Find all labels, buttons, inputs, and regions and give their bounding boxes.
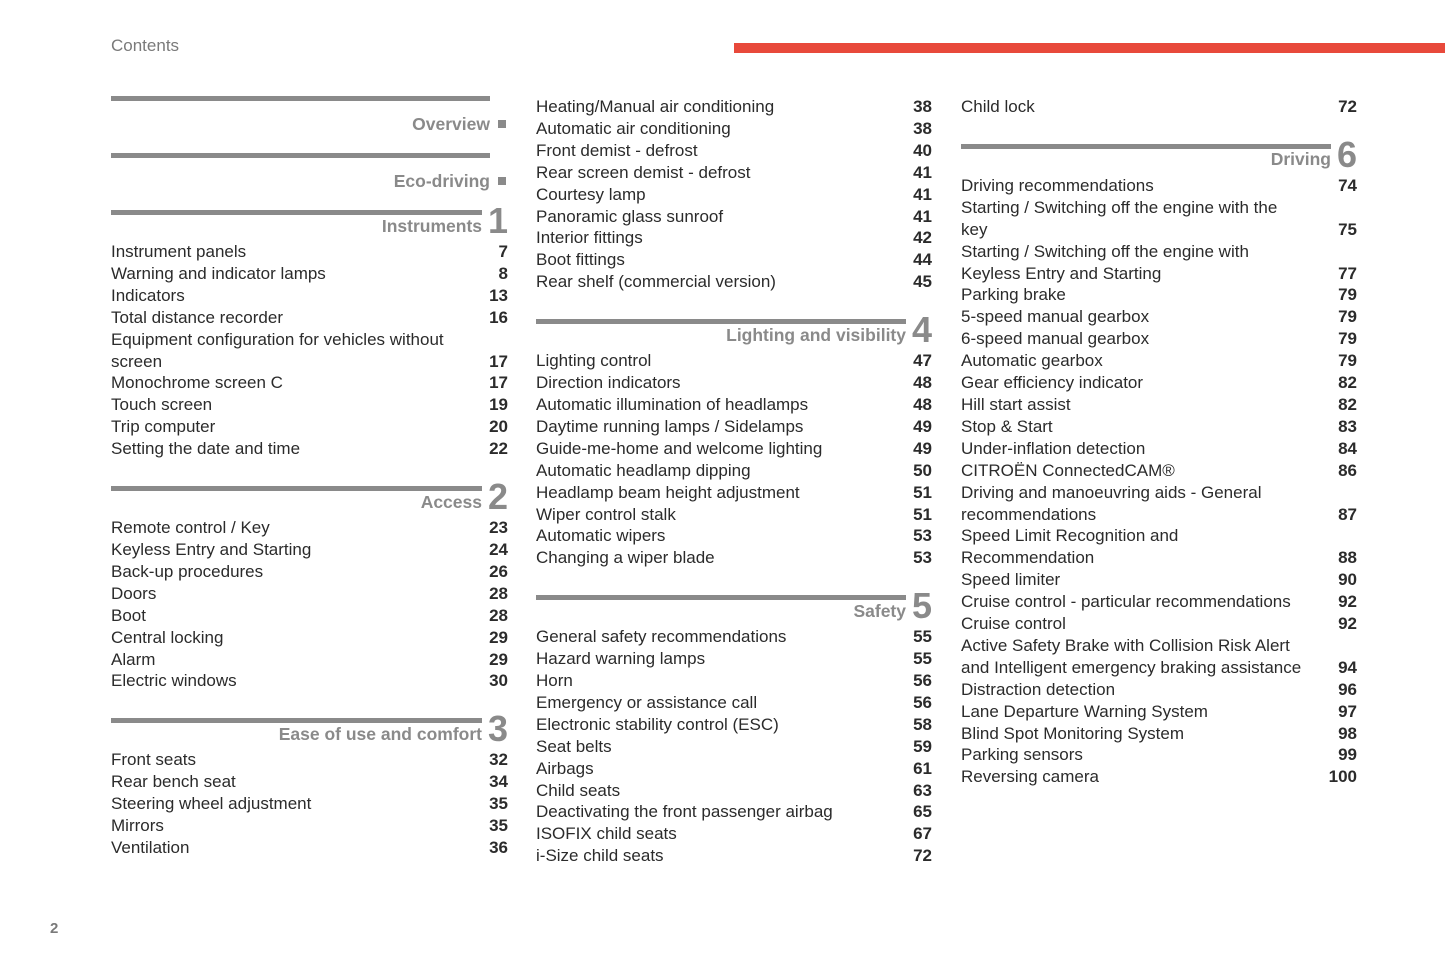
- toc-entry-title: Automatic gearbox: [961, 351, 1103, 371]
- toc-entry-title: Under-inflation detection: [961, 438, 1146, 458]
- toc-entry[interactable]: [961, 723, 1357, 745]
- toc-section: [961, 96, 1357, 118]
- toc-entry-page: 22: [489, 439, 508, 459]
- toc-entry[interactable]: [961, 613, 1357, 635]
- toc-entry-page: 41: [913, 206, 932, 226]
- toc-entry[interactable]: [536, 118, 932, 140]
- toc-entry-page: 7: [498, 242, 508, 261]
- toc-entry-title: Blind Spot Monitoring System: [961, 723, 1184, 743]
- toc-entry-page: 92: [1338, 614, 1357, 634]
- toc-entry[interactable]: [961, 306, 1357, 328]
- toc-section: [111, 199, 509, 460]
- toc-entry-page: 77: [1338, 263, 1357, 283]
- toc-entry-title: Boot fittings: [536, 250, 625, 270]
- toc-entry-title: Back-up procedures: [111, 561, 264, 581]
- toc-entry[interactable]: [536, 780, 932, 802]
- toc-entry-title: Starting / Switching off the engine with Keyless Entry and Starting: [961, 241, 1249, 283]
- toc-entry-page: 67: [913, 824, 932, 844]
- toc-entry-title: Mirrors: [111, 816, 164, 836]
- toc-entry[interactable]: [111, 793, 508, 815]
- toc-entry-list: [536, 96, 932, 293]
- toc-entry-page: 28: [489, 605, 508, 625]
- toc-entry-title: Indicators: [111, 285, 185, 305]
- toc-entry-title: Speed limiter: [961, 570, 1061, 590]
- toc-entry-title: Steering wheel adjustment: [111, 794, 312, 814]
- toc-entry-title: Heating/Manual air conditioning: [536, 97, 775, 116]
- section-header: [111, 96, 508, 135]
- section-number: 1: [488, 199, 509, 241]
- toc-entry[interactable]: [536, 394, 932, 416]
- toc-entry-title: Automatic wipers: [536, 526, 666, 546]
- toc-entry-page: 41: [913, 184, 932, 204]
- toc-entry[interactable]: [961, 197, 1357, 241]
- toc-entry[interactable]: [961, 328, 1357, 350]
- toc-entry-page: 58: [913, 714, 932, 734]
- toc-entry-page: 35: [489, 794, 508, 814]
- toc-entry-title: Parking brake: [961, 285, 1066, 305]
- toc-entry[interactable]: [536, 482, 932, 504]
- toc-entry-title: CITROËN ConnectedCAM®: [961, 460, 1175, 480]
- toc-entry-page: 72: [1338, 97, 1357, 116]
- toc-entry-page: 17: [489, 373, 508, 393]
- toc-entry[interactable]: [111, 649, 508, 671]
- toc-entry-title: Distraction detection: [961, 679, 1116, 699]
- toc-entry-page: 94: [1338, 657, 1357, 677]
- toc-entry[interactable]: [536, 249, 932, 271]
- toc-entry-page: 72: [913, 846, 932, 866]
- toc-entry-title: Parking sensors: [961, 745, 1083, 765]
- section-title-link[interactable]: Driving: [1270, 149, 1331, 170]
- toc-entry-page: 19: [489, 395, 508, 415]
- toc-entry-title: Keyless Entry and Starting: [111, 539, 312, 559]
- toc-entry[interactable]: [111, 749, 508, 771]
- toc-entry[interactable]: [961, 766, 1357, 788]
- section-title-link[interactable]: Eco-driving: [393, 170, 490, 191]
- toc-entry-page: 26: [489, 561, 508, 581]
- toc-entry[interactable]: [536, 525, 932, 547]
- toc-entry-page: 34: [489, 772, 508, 792]
- toc-entry[interactable]: [961, 241, 1357, 285]
- toc-entry[interactable]: [536, 96, 932, 118]
- toc-entry[interactable]: [961, 96, 1357, 118]
- toc-entry[interactable]: [536, 714, 932, 736]
- toc-entry-page: 84: [1338, 438, 1357, 458]
- toc-entry-title: Equipment configuration for vehicles without screen: [111, 329, 444, 371]
- toc-section: [961, 133, 1358, 788]
- section-header: [111, 153, 508, 192]
- section-title-link[interactable]: Safety: [853, 600, 906, 621]
- toc-entry[interactable]: [536, 758, 932, 780]
- toc-column-2: [536, 96, 932, 867]
- section-spacer: [111, 139, 508, 153]
- toc-entry-title: Electronic stability control (ESC): [536, 714, 779, 734]
- toc-entry[interactable]: [111, 627, 508, 649]
- toc-entry-title: ISOFIX child seats: [536, 824, 677, 844]
- toc-entry-page: 79: [1338, 329, 1357, 349]
- toc-section: [111, 475, 509, 692]
- toc-entry[interactable]: [111, 394, 508, 416]
- toc-entry-title: Remote control / Key: [111, 518, 270, 538]
- toc-entry-page: 56: [913, 671, 932, 691]
- toc-entry[interactable]: [961, 416, 1357, 438]
- toc-entry-title: Active Safety Brake with Collision Risk Alert and Intelligent emergency braking assistance: [961, 635, 1302, 677]
- toc-entry-title: Starting / Switching off the engine with the key: [961, 197, 1278, 239]
- section-square-bullet-icon: [498, 120, 506, 128]
- toc-entry[interactable]: [536, 460, 932, 482]
- toc-entry-title: Rear bench seat: [111, 772, 236, 792]
- toc-entry-title: Setting the date and time: [111, 439, 301, 459]
- toc-entry-page: 48: [913, 394, 932, 414]
- toc-entry[interactable]: [111, 605, 508, 627]
- toc-entry[interactable]: [111, 583, 508, 605]
- toc-entry[interactable]: [961, 175, 1357, 197]
- toc-entry-page: 79: [1338, 307, 1357, 327]
- toc-entry-title: Child lock: [961, 97, 1035, 116]
- toc-entry[interactable]: [111, 263, 508, 285]
- toc-entry-title: i-Size child seats: [536, 846, 664, 866]
- toc-entry[interactable]: [961, 394, 1357, 416]
- toc-entry[interactable]: [961, 438, 1357, 460]
- toc-entry[interactable]: [536, 162, 932, 184]
- toc-entry[interactable]: [536, 736, 932, 758]
- toc-entry-page: 38: [913, 97, 932, 116]
- toc-entry-page: 28: [489, 583, 508, 603]
- toc-entry-page: 38: [913, 118, 932, 138]
- toc-entry-page: 82: [1338, 373, 1357, 393]
- toc-entry[interactable]: [111, 307, 508, 329]
- toc-entry-page: 29: [489, 627, 508, 647]
- toc-entry[interactable]: [111, 561, 508, 583]
- toc-entry-title: Boot: [111, 605, 146, 625]
- toc-entry[interactable]: [536, 372, 932, 394]
- toc-entry-title: Headlamp beam height adjustment: [536, 482, 800, 502]
- toc-entry-page: 50: [913, 460, 932, 480]
- toc-entry-title: Wiper control stalk: [536, 504, 676, 524]
- toc-entry-title: Interior fittings: [536, 228, 643, 248]
- toc-entry[interactable]: [111, 670, 508, 692]
- toc-section: [111, 96, 508, 135]
- toc-entry-page: 63: [913, 780, 932, 800]
- toc-entry-list: [536, 350, 932, 569]
- page-header-title: Contents: [111, 36, 180, 55]
- toc-entry-title: Trip computer: [111, 417, 216, 437]
- toc-entry-page: 47: [913, 351, 932, 371]
- toc-entry-title: Horn: [536, 671, 573, 691]
- toc-entry-page: 17: [489, 351, 508, 371]
- toc-entry-title: Alarm: [111, 649, 156, 669]
- toc-entry[interactable]: [961, 482, 1357, 526]
- toc-entry-page: 99: [1338, 745, 1357, 765]
- toc-entry-title: Emergency or assistance call: [536, 692, 758, 712]
- toc-entry-page: 24: [489, 539, 508, 559]
- toc-entry-title: Automatic air conditioning: [536, 118, 731, 138]
- toc-entry-title: Instrument panels: [111, 242, 247, 261]
- toc-entry-list: [961, 96, 1357, 118]
- toc-entry[interactable]: [536, 626, 932, 648]
- toc-entry-title: Direction indicators: [536, 373, 681, 393]
- toc-entry-page: 86: [1338, 460, 1357, 480]
- toc-entry-page: 36: [489, 837, 508, 857]
- toc-entry-title: Courtesy lamp: [536, 184, 646, 204]
- toc-entry-page: 51: [913, 482, 932, 502]
- toc-entry-page: 44: [913, 250, 932, 270]
- toc-entry-page: 49: [913, 438, 932, 458]
- toc-entry-list: [111, 749, 508, 859]
- toc-entry-page: 55: [913, 627, 932, 647]
- toc-entry-title: Daytime running lamps / Sidelamps: [536, 416, 804, 436]
- section-number: 2: [488, 475, 509, 517]
- toc-entry-title: Rear screen demist - defrost: [536, 162, 751, 182]
- toc-entry-title: Automatic headlamp dipping: [536, 460, 751, 480]
- toc-entry-title: Seat belts: [536, 736, 612, 756]
- toc-entry[interactable]: [536, 692, 932, 714]
- toc-entry-title: Speed Limit Recognition and Recommendation: [961, 526, 1179, 568]
- toc-entry-title: Driving and manoeuvring aids - General recommendations: [961, 482, 1262, 524]
- toc-entry-title: Lane Departure Warning System: [961, 701, 1208, 721]
- toc-entry[interactable]: [536, 670, 932, 692]
- toc-entry-list: [961, 175, 1357, 788]
- section-title-link[interactable]: Overview: [412, 113, 490, 134]
- toc-entry[interactable]: [536, 227, 932, 249]
- section-title-link[interactable]: Lighting and visibility: [726, 324, 906, 345]
- toc-entry[interactable]: [111, 517, 508, 539]
- toc-entry[interactable]: [536, 547, 932, 569]
- toc-entry[interactable]: [111, 815, 508, 837]
- toc-entry-title: Front seats: [111, 750, 197, 770]
- toc-entry-title: Driving recommendations: [961, 175, 1154, 195]
- toc-entry-page: 98: [1338, 723, 1357, 743]
- toc-entry-page: 82: [1338, 394, 1357, 414]
- section-title-link[interactable]: Instruments: [381, 215, 482, 236]
- toc-entry-title: General safety recommendations: [536, 627, 787, 647]
- toc-entry-page: 87: [1338, 504, 1357, 524]
- toc-entry[interactable]: [961, 635, 1357, 679]
- section-title-link[interactable]: Ease of use and comfort: [278, 723, 482, 744]
- toc-entry-title: Hazard warning lamps: [536, 649, 706, 669]
- toc-entry-page: 32: [489, 750, 508, 770]
- toc-entry[interactable]: [536, 350, 932, 372]
- toc-entry-page: 74: [1338, 175, 1357, 195]
- toc-entry-title: Front demist - defrost: [536, 140, 698, 160]
- toc-entry-page: 48: [913, 373, 932, 393]
- toc-entry-title: 6-speed manual gearbox: [961, 329, 1150, 349]
- toc-entry-title: Rear shelf (commercial version): [536, 272, 776, 292]
- toc-entry[interactable]: [111, 837, 508, 859]
- toc-entry[interactable]: [961, 569, 1357, 591]
- toc-entry-page: 61: [913, 758, 932, 778]
- toc-entry-page: 41: [913, 162, 932, 182]
- toc-entry-list: [536, 626, 932, 867]
- toc-entry[interactable]: [961, 679, 1357, 701]
- toc-entry-title: Touch screen: [111, 395, 213, 415]
- toc-entry-title: Changing a wiper blade: [536, 548, 715, 568]
- toc-section: [536, 584, 933, 867]
- toc-column-1: [111, 96, 508, 859]
- toc-entry-page: 51: [913, 504, 932, 524]
- toc-entry-title: Total distance recorder: [111, 307, 283, 327]
- header-accent-bar: [734, 43, 1445, 53]
- toc-entry[interactable]: [961, 744, 1357, 766]
- toc-section: [536, 96, 932, 293]
- toc-entry-page: 40: [913, 140, 932, 160]
- section-number: 5: [912, 584, 933, 626]
- toc-entry-page: 83: [1338, 416, 1357, 436]
- toc-entry-page: 65: [913, 802, 932, 822]
- section-header: [961, 133, 1358, 175]
- toc-entry[interactable]: [111, 416, 508, 438]
- toc-entry-title: Central locking: [111, 627, 224, 647]
- toc-entry-title: Gear efficiency indicator: [961, 373, 1144, 393]
- toc-entry-title: Panoramic glass sunroof: [536, 206, 724, 226]
- toc-entry-title: 5-speed manual gearbox: [961, 307, 1150, 327]
- toc-entry-title: Monochrome screen C: [111, 373, 283, 393]
- toc-entry[interactable]: [536, 416, 932, 438]
- toc-entry-title: Child seats: [536, 780, 621, 800]
- toc-entry-title: Cruise control - particular recommendations: [961, 592, 1291, 612]
- toc-entry[interactable]: [536, 438, 932, 460]
- toc-entry-page: 59: [913, 736, 932, 756]
- section-number: 3: [488, 707, 509, 749]
- toc-entry[interactable]: [536, 801, 932, 823]
- toc-entry-page: 90: [1338, 570, 1357, 590]
- toc-entry[interactable]: [536, 648, 932, 670]
- toc-entry-title: Reversing camera: [961, 767, 1099, 787]
- toc-entry[interactable]: [111, 771, 508, 793]
- toc-entry[interactable]: [961, 460, 1357, 482]
- toc-entry-title: Cruise control: [961, 614, 1066, 634]
- toc-entry[interactable]: [536, 823, 932, 845]
- toc-entry-page: 8: [498, 263, 508, 283]
- toc-entry-title: Guide-me-home and welcome lighting: [536, 438, 823, 458]
- toc-section: [111, 153, 508, 192]
- toc-entry-page: 42: [913, 228, 932, 248]
- toc-entry-title: Deactivating the front passenger airbag: [536, 802, 833, 822]
- toc-entry[interactable]: [961, 350, 1357, 372]
- toc-entry[interactable]: [536, 271, 932, 293]
- toc-entry-page: 56: [913, 692, 932, 712]
- section-square-bullet-icon: [498, 177, 506, 185]
- toc-entry-title: Lighting control: [536, 351, 652, 371]
- toc-entry[interactable]: [536, 206, 932, 228]
- toc-entry-page: 53: [913, 548, 932, 568]
- toc-entry-page: 75: [1338, 219, 1357, 239]
- toc-entry-page: 45: [913, 272, 932, 292]
- toc-entry[interactable]: [111, 285, 508, 307]
- toc-entry-page: 100: [1328, 767, 1357, 787]
- toc-entry-title: Doors: [111, 583, 157, 603]
- toc-entry-page: 30: [489, 671, 508, 691]
- toc-entry[interactable]: [111, 539, 508, 561]
- toc-entry-page: 16: [489, 307, 508, 327]
- toc-entry-title: Automatic illumination of headlamps: [536, 394, 809, 414]
- toc-entry[interactable]: [961, 525, 1357, 569]
- toc-entry[interactable]: [536, 140, 932, 162]
- toc-entry[interactable]: [111, 438, 508, 460]
- toc-entry-page: 92: [1338, 592, 1357, 612]
- toc-section: [536, 308, 933, 569]
- section-header: [111, 199, 509, 241]
- toc-entry-list: [111, 241, 508, 460]
- toc-entry[interactable]: [536, 184, 932, 206]
- toc-entry-page: 88: [1338, 548, 1357, 568]
- toc-entry-page: 55: [913, 649, 932, 669]
- toc-entry-title: Hill start assist: [961, 394, 1071, 414]
- toc-entry[interactable]: [536, 845, 932, 867]
- toc-entry-list: [111, 517, 508, 692]
- toc-section: [111, 707, 509, 859]
- toc-column-3: [961, 96, 1357, 788]
- toc-entry-page: 79: [1338, 351, 1357, 371]
- toc-entry[interactable]: [961, 701, 1357, 723]
- toc-entry-page: 49: [913, 416, 932, 436]
- toc-entry[interactable]: [961, 284, 1357, 306]
- page-number: 2: [50, 920, 59, 937]
- section-number: 6: [1337, 133, 1358, 175]
- section-title-link[interactable]: Access: [420, 491, 482, 512]
- toc-entry[interactable]: [111, 329, 508, 373]
- toc-entry-page: 13: [489, 285, 508, 305]
- toc-entry[interactable]: [111, 241, 508, 263]
- toc-entry-title: Electric windows: [111, 671, 237, 691]
- toc-entry-page: 53: [913, 526, 932, 546]
- toc-entry-title: Airbags: [536, 758, 594, 778]
- toc-entry-title: Warning and indicator lamps: [111, 263, 326, 283]
- toc-entry[interactable]: [111, 372, 508, 394]
- toc-entry-title: Stop & Start: [961, 416, 1053, 436]
- section-header: [111, 707, 509, 749]
- toc-entry[interactable]: [961, 372, 1357, 394]
- section-number: 4: [912, 308, 933, 350]
- section-header: [536, 584, 933, 626]
- toc-entry[interactable]: [961, 591, 1357, 613]
- section-header: [536, 308, 933, 350]
- toc-entry-page: 29: [489, 649, 508, 669]
- toc-entry-title: Ventilation: [111, 837, 190, 857]
- section-header: [111, 475, 509, 517]
- toc-entry-page: 35: [489, 816, 508, 836]
- toc-entry[interactable]: [536, 504, 932, 526]
- toc-entry-page: 97: [1338, 701, 1357, 721]
- toc-entry-page: 20: [489, 417, 508, 437]
- toc-entry-page: 96: [1338, 679, 1357, 699]
- toc-entry-page: 79: [1338, 285, 1357, 305]
- toc-entry-page: 23: [489, 518, 508, 538]
